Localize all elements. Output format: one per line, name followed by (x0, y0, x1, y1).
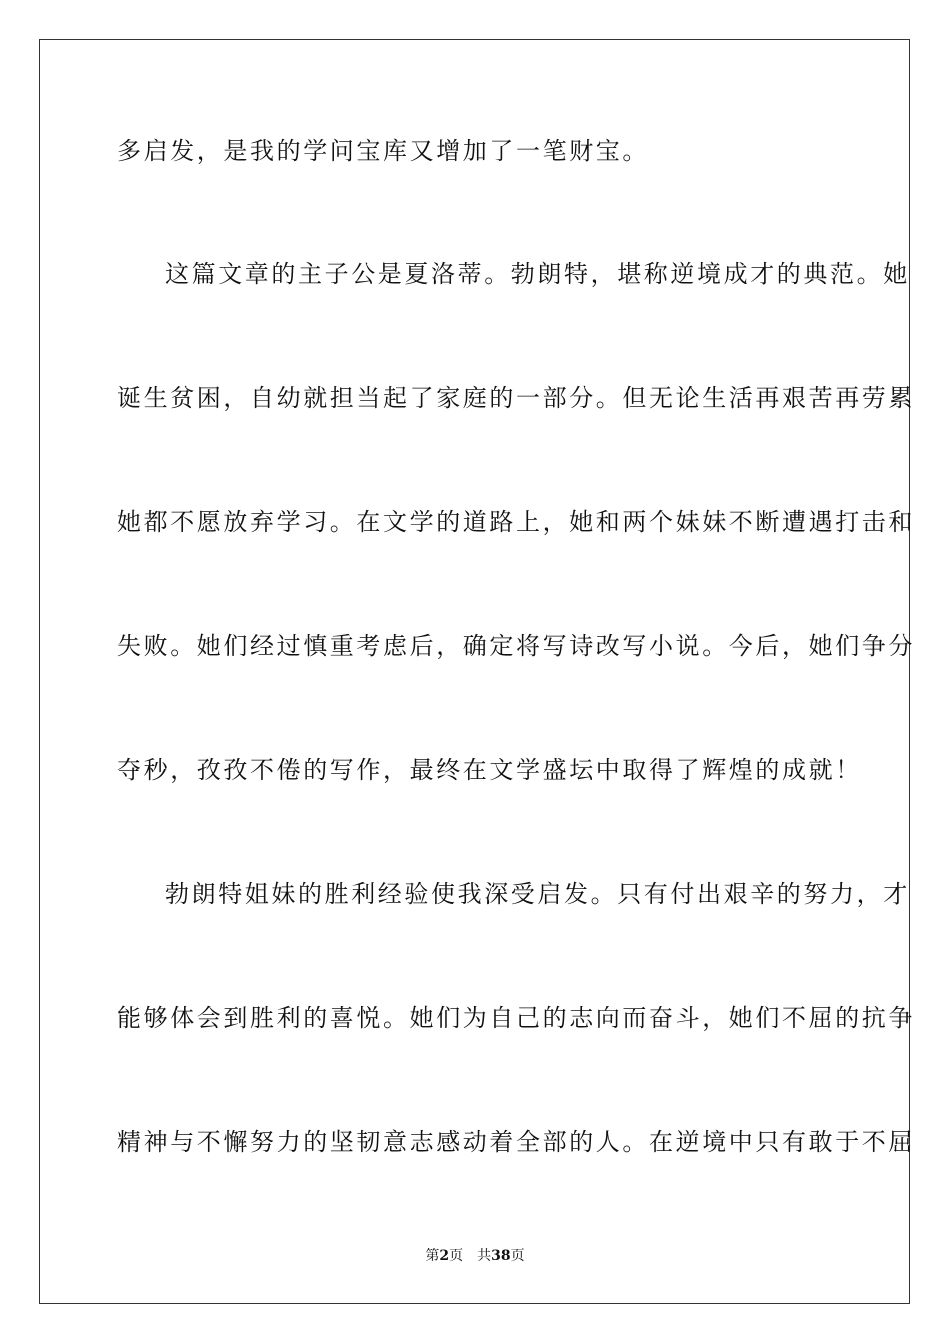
text-line: 诞生贫困，自幼就担当起了家庭的一部分。但无论生活再艰苦再劳累 (117, 384, 915, 412)
page-prefix: 第 (425, 1248, 440, 1264)
total-prefix: 共 (477, 1248, 492, 1264)
page-number: 2 (439, 1248, 450, 1264)
text-line: 多启发，是我的学问宝库又增加了一笔财宝。 (117, 137, 649, 165)
text-line: 勃朗特姐妹的胜利经验使我深受启发。只有付出艰辛的努力，才 (165, 880, 910, 908)
text-line: 精神与不懈努力的坚韧意志感动着全部的人。在逆境中只有敢于不屈 (117, 1128, 915, 1156)
text-line: 失败。她们经过慎重考虑后，确定将写诗改写小说。今后，她们争分 (117, 632, 915, 660)
page-suffix: 页 (449, 1248, 464, 1264)
page-footer (0, 1247, 950, 1265)
text-line: 她都不愿放弃学习。在文学的道路上，她和两个妹妹不断遭遇打击和 (117, 508, 915, 536)
total-pages: 38 (491, 1248, 511, 1264)
text-line: 夺秒，孜孜不倦的写作，最终在文学盛坛中取得了辉煌的成就！ (117, 756, 862, 784)
page-border (39, 39, 915, 1304)
total-suffix: 页 (510, 1248, 525, 1264)
text-line: 能够体会到胜利的喜悦。她们为自己的志向而奋斗，她们不屈的抗争 (117, 1004, 915, 1032)
text-line: 这篇文章的主子公是夏洛蒂。勃朗特，堪称逆境成才的典范。她 (165, 260, 910, 288)
